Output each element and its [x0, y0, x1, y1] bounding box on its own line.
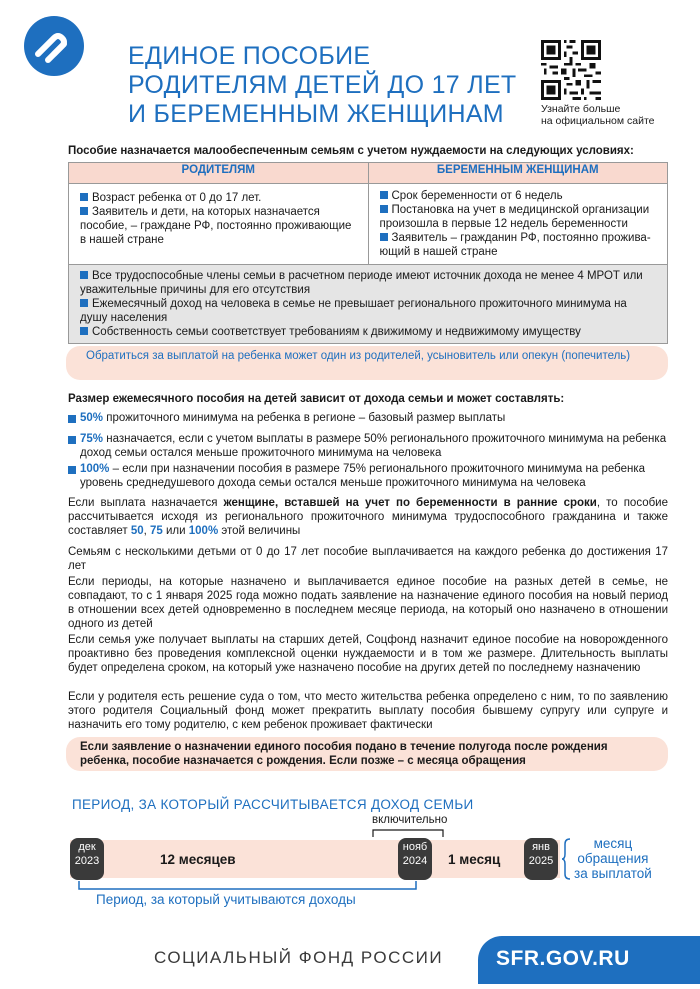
apply-month-label: месяц обращения за выплатой	[574, 836, 652, 881]
span-1-month: 1 месяц	[448, 852, 501, 867]
title-line-2: РОДИТЕЛЯМ ДЕТЕЙ ДО 17 ЛЕТ	[128, 71, 517, 99]
start-date-badge: дек 2023	[70, 838, 104, 880]
sfr-logo	[24, 16, 84, 76]
amount-heading: Размер ежемесячного пособия на детей зависит от дохода семьи и может составлять:	[68, 393, 565, 405]
paragraph-pregnant-amount: Если выплата назначается женщине, вставшей на учет по беременности в ранние сроки, то пособие рассчитывается исходя из регионального прожиточного минимума трудоспособного гражданина и также составляет 50, 75 или 100% этой величины	[68, 497, 669, 537]
income-period-bracket-icon	[78, 880, 418, 892]
sfr-logo-icon	[24, 16, 84, 76]
list-item: 50% прожиточного минимума на ребенка в регионе – базовый размер выплаты	[68, 411, 668, 425]
span-12-months: 12 месяцев	[160, 852, 236, 867]
bullet-square-icon	[68, 466, 76, 474]
qr-code-icon[interactable]	[541, 40, 601, 100]
list-item: Возраст ребенка от 0 до 17 лет.	[80, 191, 357, 205]
list-item: Постановка на учет в медицинской организации произошла в первые 12 недель беременности	[379, 204, 650, 230]
conditions-table	[68, 162, 668, 344]
list-item: Срок беременности от 6 недель	[380, 189, 657, 203]
qr-note-line-2: на официальном сайте	[541, 115, 655, 127]
paragraph-newborn: Если семья уже получает выплаты на старших детей, Соцфонд назначит единое пособие на новорожденного проактивно без проведения комплексной оценки нуждаемости и в том же размере. Длительность выплаты будет определена сроком, на который уже назначено пособие на других детей по последнему назначению	[68, 634, 668, 674]
bullet-square-icon	[80, 327, 88, 335]
title-line-3: И БЕРЕМЕННЫМ ЖЕНЩИНАМ	[128, 100, 504, 128]
paragraph-periods: Если периоды, на которые назначено и выплачивается единое пособие на разных детей в семье, не совпадают, то с 1 января 2025 года можно подать заявление на назначение единого пособия на новый период в отношении всех детей одновременно в последнем месяце периода, на который оно назначено в отношении одного из детей	[68, 576, 668, 630]
list-item: 75% назначается, если с учетом выплаты в размере 50% регионального прожиточного минимума на ребенка доход семьи остался меньше прожиточного минимума на человека	[68, 432, 668, 460]
list-item: 100% – если при назначении пособия в размере 75% регионального прожиточного минимума на ребенка уровень среднедушевого дохода семьи остался меньше прожиточного минимума на человека	[68, 462, 668, 490]
paragraph-multiple-children: Семьям с несколькими детьми от 0 до 17 лет пособие выплачивается на каждого ребенка до достижения 17 лет	[68, 546, 668, 572]
footer-site-link[interactable]: SFR.GOV.RU	[496, 947, 630, 970]
parents-cell	[69, 184, 369, 265]
list-item: Заявитель и дети, на которых назначается пособие, – граждане РФ, постоянно проживающие в нашей стране	[80, 206, 352, 246]
list-item: Заявитель – гражданин РФ, постоянно проживающий в нашей стране	[379, 232, 651, 258]
bullet-square-icon	[80, 299, 88, 307]
period-title: ПЕРИОД, ЗА КОТОРЫЙ РАССЧИТЫВАЕТСЯ ДОХОД СЕМЬИ	[72, 797, 474, 812]
common-conditions-cell	[69, 265, 668, 344]
list-item: Все трудоспособные члены семьи в расчетном периоде имеют источник дохода не менее 4 МРОТ или уважительные причины для его отсутствия	[80, 270, 643, 296]
bullet-square-icon	[380, 233, 388, 241]
footer-fund-name: СОЦИАЛЬНЫЙ ФОНД РОССИИ	[154, 948, 444, 967]
bullet-square-icon	[380, 191, 388, 199]
apply-brace-icon	[562, 838, 572, 880]
notice-application-timing: Если заявление о назначении единого пособия подано в течение полугода после рождения ребенка, пособие назначается с рождения. Если позже – с месяца обращения	[66, 737, 668, 771]
page-title	[128, 42, 517, 129]
qr-note	[541, 103, 654, 127]
list-item: Ежемесячный доход на человека в семье не превышает регионального прожиточного минимума на душу населения	[80, 298, 627, 324]
notice-who-can-apply: Обратиться за выплатой на ребенка может один из родителей, усыновитель или опекун (попечитель)	[66, 346, 668, 380]
footer-site-badge[interactable]	[478, 936, 700, 984]
qr-note-line-1: Узнайте больше	[541, 103, 621, 115]
title-line-1: ЕДИНОЕ ПОСОБИЕ	[128, 42, 371, 70]
inclusive-bracket-icon	[372, 828, 444, 838]
parents-header: РОДИТЕЛЯМ	[69, 163, 369, 184]
pregnant-header: БЕРЕМЕННЫМ ЖЕНЩИНАМ	[368, 163, 668, 184]
bullet-square-icon	[380, 205, 388, 213]
end-date-badge: нояб 2024	[398, 838, 432, 880]
apply-date-badge: янв 2025	[524, 838, 558, 880]
conditions-intro: Пособие назначается малообеспеченным семьям с учетом нуждаемости на следующих условиях:	[68, 145, 634, 157]
bullet-square-icon	[80, 207, 88, 215]
pregnant-cell	[368, 184, 668, 265]
bullet-square-icon	[68, 415, 76, 423]
inclusive-label: включительно	[372, 814, 448, 826]
income-period-label: Период, за который учитываются доходы	[96, 892, 356, 907]
bullet-square-icon	[80, 271, 88, 279]
bullet-square-icon	[68, 436, 76, 444]
bullet-square-icon	[80, 193, 88, 201]
list-item: Собственность семьи соответствует требованиям к движимому и недвижимому имуществу	[80, 325, 656, 339]
paragraph-court-decision: Если у родителя есть решение суда о том, что место жительства ребенка определено с ним, то по заявлению этого родителя Социальный фонд может прекратить выплату пособия бывшему супругу или супруге и назначить его тому родителю, с кем ребенок проживает фактически	[68, 691, 668, 731]
